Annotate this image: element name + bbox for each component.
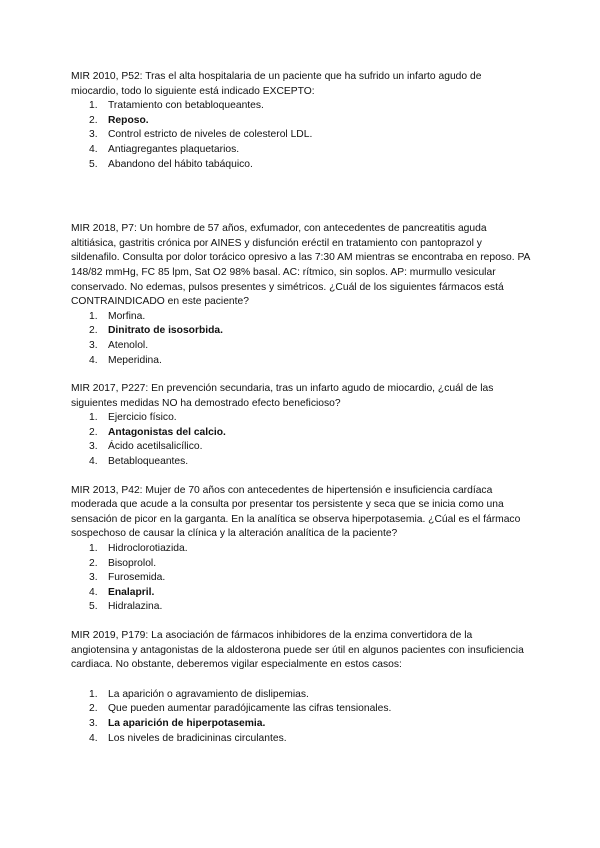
question-stem: MIR 2017, P227: En prevención secundaria, tras un infarto agudo de miocardio, ¿cuál de las siguientes medidas NO ha demostrado efecto beneficioso? bbox=[71, 383, 494, 409]
answer-option bbox=[71, 600, 531, 615]
option-number: 4. bbox=[89, 143, 98, 155]
option-text: Dinitrato de isosorbida. bbox=[108, 325, 223, 337]
question-block bbox=[71, 484, 531, 615]
option-text: Morfina. bbox=[108, 310, 146, 322]
option-number: 4. bbox=[89, 732, 98, 744]
option-number: 3. bbox=[89, 717, 98, 729]
option-number: 2. bbox=[89, 557, 98, 569]
answer-option bbox=[71, 455, 531, 470]
option-text: Antiagregantes plaquetarios. bbox=[108, 143, 240, 155]
question-block bbox=[71, 222, 531, 368]
answer-option bbox=[71, 339, 531, 354]
option-text: Furosemida. bbox=[108, 572, 166, 584]
option-text: Ácido acetilsalicílico. bbox=[108, 441, 203, 453]
question-block bbox=[71, 382, 531, 470]
answer-option bbox=[71, 571, 531, 586]
answer-option bbox=[71, 143, 531, 158]
option-text: Que pueden aumentar paradójicamente las cifras tensionales. bbox=[108, 703, 392, 715]
option-number: 2. bbox=[89, 703, 98, 715]
answer-option bbox=[71, 542, 531, 557]
option-text: Enalapril. bbox=[108, 586, 155, 598]
answer-option bbox=[71, 354, 531, 369]
option-number: 1. bbox=[89, 412, 98, 424]
option-text: La aparición de hiperpotasemia. bbox=[108, 717, 266, 729]
answer-list bbox=[71, 542, 531, 615]
question-block bbox=[71, 629, 531, 746]
question-stem: MIR 2010, P52: Tras el alta hospitalaria de un paciente que ha sufrido un infarto agudo de miocardio, todo lo siguiente está indicado EXCEPTO: bbox=[71, 71, 482, 97]
question-stem: MIR 2013, P42: Mujer de 70 años con antecedentes de hipertensión e insuficiencia cardíaca moderada que acude a la consulta por presentar tos persistente y seca que se inicia como una sensación de picor en la garganta. En la analítica se observa hiperpotasemia. ¿Cúal es el fármaco sospechoso de causar la clínica y la alteración analítica de la paciente? bbox=[71, 484, 521, 540]
option-text: Ejercicio físico. bbox=[108, 412, 177, 424]
answer-option-correct bbox=[71, 586, 531, 601]
option-text: Reposo. bbox=[108, 114, 149, 126]
option-text: Bisoprolol. bbox=[108, 557, 157, 569]
option-number: 5. bbox=[89, 158, 98, 170]
answer-option-correct bbox=[71, 717, 531, 732]
answer-option bbox=[71, 732, 531, 747]
option-number: 3. bbox=[89, 572, 98, 584]
answer-option bbox=[71, 702, 531, 717]
answer-option-correct bbox=[71, 426, 531, 441]
answer-option bbox=[71, 557, 531, 572]
option-text: Atenolol. bbox=[108, 339, 149, 351]
question-stem: MIR 2019, P179: La asociación de fármacos inhibidores de la enzima convertidora de la angiotensina y antagonistas de la aldosterona puede ser útil en algunos pacientes con insuficiencia cardiaca. No obstante, deberemos vigilar especialmente en estos casos: bbox=[71, 630, 524, 671]
option-number: 2. bbox=[89, 426, 98, 438]
option-number: 2. bbox=[89, 114, 98, 126]
answer-option bbox=[71, 688, 531, 703]
option-number: 1. bbox=[89, 688, 98, 700]
option-number: 3. bbox=[89, 441, 98, 453]
answer-option-correct bbox=[71, 324, 531, 339]
option-text: Antagonistas del calcio. bbox=[108, 426, 226, 438]
question-stem: MIR 2018, P7: Un hombre de 57 años, exfumador, con antecedentes de pancreatitis aguda altitiásica, gastritis crónica por AINES y disfunción eréctil en tratamiento con pantoprazol y sildenafilo. Consulta por dolor torácico opresivo a las 7:30 AM mientras se encontraba en reposo. PA 148/82 mmHg, FC 85 lpm, Sat O2 98% basal. AC: rítmico, sin soplos. AP: murmullo vesicular conservado. No edemas, pulsos presentes y simétricos. ¿Cuál de los siguientes fármacos está CONTRAINDICADO en este paciente? bbox=[71, 223, 530, 308]
option-text: Betabloqueantes. bbox=[108, 456, 189, 468]
option-number: 3. bbox=[89, 129, 98, 141]
answer-option bbox=[71, 440, 531, 455]
answer-option bbox=[71, 99, 531, 114]
answer-option bbox=[71, 310, 531, 325]
answer-list bbox=[71, 310, 531, 368]
document-page bbox=[71, 70, 531, 746]
option-number: 4. bbox=[89, 354, 98, 366]
option-number: 4. bbox=[89, 586, 98, 598]
answer-option bbox=[71, 158, 531, 173]
option-text: Control estricto de niveles de colesterol LDL. bbox=[108, 129, 313, 141]
answer-option bbox=[71, 128, 531, 143]
option-number: 2. bbox=[89, 325, 98, 337]
option-number: 5. bbox=[89, 601, 98, 613]
option-number: 4. bbox=[89, 456, 98, 468]
option-text: Los niveles de bradicininas circulantes. bbox=[108, 732, 287, 744]
option-number: 3. bbox=[89, 339, 98, 351]
option-text: Meperidina. bbox=[108, 354, 162, 366]
answer-list bbox=[71, 688, 531, 746]
option-text: La aparición o agravamiento de dislipemias. bbox=[108, 688, 309, 700]
answer-list bbox=[71, 411, 531, 469]
answer-option bbox=[71, 411, 531, 426]
option-text: Hidralazina. bbox=[108, 601, 163, 613]
option-text: Abandono del hábito tabáquico. bbox=[108, 158, 253, 170]
option-text: Tratamiento con betabloqueantes. bbox=[108, 100, 264, 112]
answer-option-correct bbox=[71, 114, 531, 129]
answer-list bbox=[71, 99, 531, 172]
option-number: 1. bbox=[89, 310, 98, 322]
option-number: 1. bbox=[89, 100, 98, 112]
question-block bbox=[71, 70, 531, 172]
option-number: 1. bbox=[89, 543, 98, 555]
option-text: Hidroclorotiazida. bbox=[108, 543, 188, 555]
